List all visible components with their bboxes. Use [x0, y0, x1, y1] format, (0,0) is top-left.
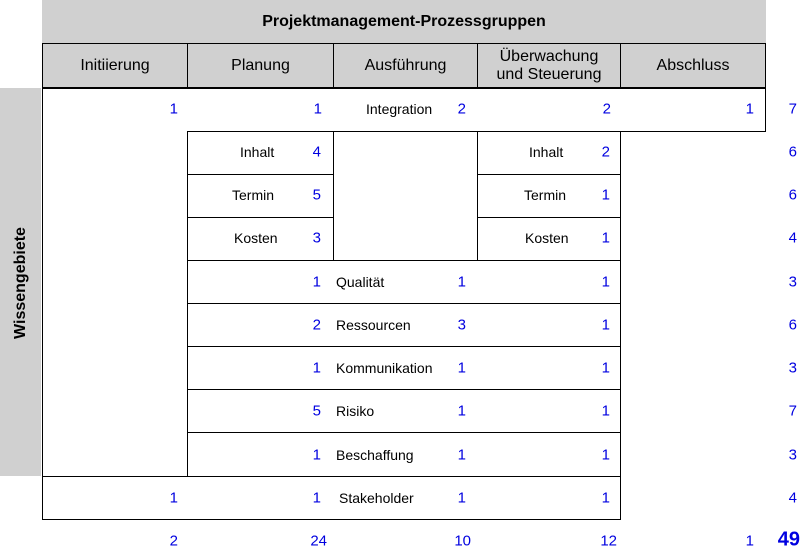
header-initiierung: Initiierung: [42, 43, 188, 88]
side-label: Wissengebiete: [12, 227, 29, 339]
total-ausfuehrung: 10: [454, 532, 471, 550]
kommunikation-planung: 1: [312, 359, 321, 377]
ressourcen-total: 6: [788, 316, 797, 334]
qualitaet-ausfuehrung: 1: [457, 273, 466, 291]
termin-total: 6: [788, 186, 797, 204]
risiko-ausfuehrung: 1: [457, 402, 466, 420]
risiko-planung: 5: [312, 402, 321, 420]
inhalt-ueberwachung: 2: [601, 143, 610, 161]
risiko-row: [187, 389, 621, 433]
qualitaet-ueberwachung: 1: [601, 273, 610, 291]
integration-planung: 1: [313, 100, 322, 118]
qualitaet-row: [187, 260, 621, 304]
kosten-total: 4: [788, 229, 797, 247]
kosten-ueberwachung: 1: [601, 229, 610, 247]
integration-ausfuehrung: 2: [457, 100, 466, 118]
kosten-ueberwachung-label: Kosten: [525, 230, 569, 246]
risiko-total: 7: [788, 402, 797, 420]
integration-initiierung: 1: [169, 100, 178, 118]
header-abschluss: Abschluss: [620, 43, 766, 88]
process-groups-title: Projektmanagement-Prozessgruppen: [42, 0, 766, 43]
stakeholder-row: [42, 476, 621, 520]
total-initiierung: 2: [169, 532, 178, 550]
stakeholder-ueberwachung: 1: [601, 489, 610, 507]
stakeholder-planung: 1: [312, 489, 321, 507]
beschaffung-ausfuehrung: 1: [457, 446, 466, 464]
header-ausfuehrung: Ausführung: [333, 43, 478, 88]
kommunikation-total: 3: [788, 359, 797, 377]
termin-planung-label: Termin: [232, 187, 275, 203]
kommunikation-label: Kommunikation: [336, 360, 433, 376]
termin-ueberwachung-label: Termin: [524, 187, 567, 203]
header-ueberwachung: [477, 43, 621, 88]
total-abschluss: 1: [745, 532, 754, 550]
ressourcen-planung: 2: [312, 316, 321, 334]
header-ueberwachung-label: Überwachung und Steuerung: [496, 47, 602, 83]
initiierung-body: [42, 131, 188, 477]
integration-ueberwachung: 2: [602, 100, 611, 118]
risiko-ueberwachung: 1: [601, 402, 610, 420]
integration-abschluss: 1: [745, 100, 754, 118]
inhalt-planung: 4: [312, 143, 321, 161]
termin-ueberwachung: 1: [601, 186, 610, 204]
header-planung: Planung: [187, 43, 334, 88]
stakeholder-ausfuehrung: 1: [457, 489, 466, 507]
beschaffung-label: Beschaffung: [336, 447, 414, 463]
ressourcen-ausfuehrung: 3: [457, 316, 466, 334]
stakeholder-initiierung: 1: [169, 489, 178, 507]
risiko-label: Risiko: [336, 403, 375, 419]
kommunikation-ausfuehrung: 1: [457, 359, 466, 377]
ressourcen-ueberwachung: 1: [601, 316, 610, 334]
qualitaet-total: 3: [788, 273, 797, 291]
total-ueberwachung: 12: [600, 532, 617, 550]
stakeholder-total: 4: [788, 489, 797, 507]
total-planung: 24: [310, 532, 327, 550]
ressourcen-label: Ressourcen: [336, 317, 411, 333]
beschaffung-ueberwachung: 1: [601, 446, 610, 464]
stakeholder-label: Stakeholder: [339, 490, 414, 506]
inhalt-ueberwachung-label: Inhalt: [529, 144, 564, 160]
beschaffung-total: 3: [788, 446, 797, 464]
kosten-planung-label: Kosten: [234, 230, 278, 246]
qualitaet-planung: 1: [312, 273, 321, 291]
beschaffung-planung: 1: [312, 446, 321, 464]
integration-label: Integration: [366, 101, 433, 117]
inhalt-planung-label: Inhalt: [240, 144, 275, 160]
kosten-planung: 3: [312, 229, 321, 247]
grand-total: 49: [777, 528, 800, 551]
termin-planung: 5: [312, 186, 321, 204]
inhalt-total: 6: [788, 143, 797, 161]
integration-total: 7: [788, 100, 797, 118]
kommunikation-ueberwachung: 1: [601, 359, 610, 377]
qualitaet-label: Qualität: [336, 274, 385, 290]
